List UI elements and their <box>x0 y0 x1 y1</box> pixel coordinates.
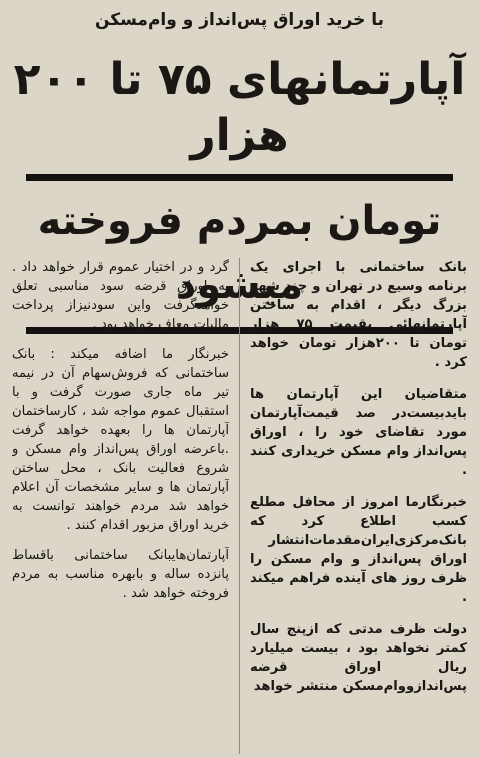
paragraph: آپارتمان‌هایبانک ساختمانی باقساط پانزده ساله و بابهره مناسب به مردم فروخته خواهد شد . <box>11 548 229 601</box>
article-column-left <box>12 258 229 754</box>
paragraph: خبرنگارما امروز از محافل مطلع کسب اطلاع کرد که بانک‌مرکزی‌ایران‌مقدمات‌انتشار اوراق پس‌انداز و وام مسکن را ظرف روز های آینده فراهم میکند . <box>249 495 467 605</box>
paragraph: دولت ظرف مدتی که ازپنج سال کمتر نخواهد بود ، بیست میلیارد ریال اوراق قرضه پس‌اندازووام‌مسکن منتشر خواهد <box>249 622 467 694</box>
article-column-right <box>250 258 467 754</box>
article-body <box>12 258 467 754</box>
column-divider <box>239 258 240 754</box>
kicker-line: با خرید اوراق پس‌انداز و وام‌مسکن <box>94 10 385 30</box>
headline-line-1: آپارتمانهای ۷۵ تا ۲۰۰ هزار <box>13 54 466 161</box>
paragraph: متقاضیان این آپارتمان ها بایدبیست‌در صد قیمت‌آپارتمان مورد تقاضای خود را ، اوراق پس‌انداز وام مسکن خریداری کنند . <box>249 387 467 478</box>
paragraph: گرد و در اختیار عموم قرار خواهد داد . به اوراق قرضه سود مناسبی تعلق خواهدگرفت واین سودنیزاز پرداخت مالیات معاف خواهد بود . <box>11 260 229 332</box>
paragraph: خبرنگار ما اضافه میکند : بانک ساختمانی که فروش‌سهام آن در نیمه تیر ماه جاری صورت گرفت و با استقبال عموم مواجه شد ، کارساختمان آپارتمان ها را بعهده خواهد گرفت .باعرضه اوراق پس‌انداز وام مسکن و شروع فعالیت بانک ، محل ساختن آپارتمان ها و سایر مشخصات آن اعلام خواهد شد مردم خواهند توانست به خرید اوراق مزبور اقدام کنند . <box>11 347 229 533</box>
headline-line-2: تومان بمردم فروخته میشود <box>37 198 442 308</box>
paragraph: بانک ساختمانی با اجرای یک برنامه وسیع در تهران و چند شهر بزرگ دیگر ، اقدام به ساختن آپارتمانهائی بقیمت ۷۵ هزار تومان تا ۲۰۰هزار تومان خواهد کرد . <box>249 260 467 370</box>
headline-rule-top <box>26 174 453 181</box>
